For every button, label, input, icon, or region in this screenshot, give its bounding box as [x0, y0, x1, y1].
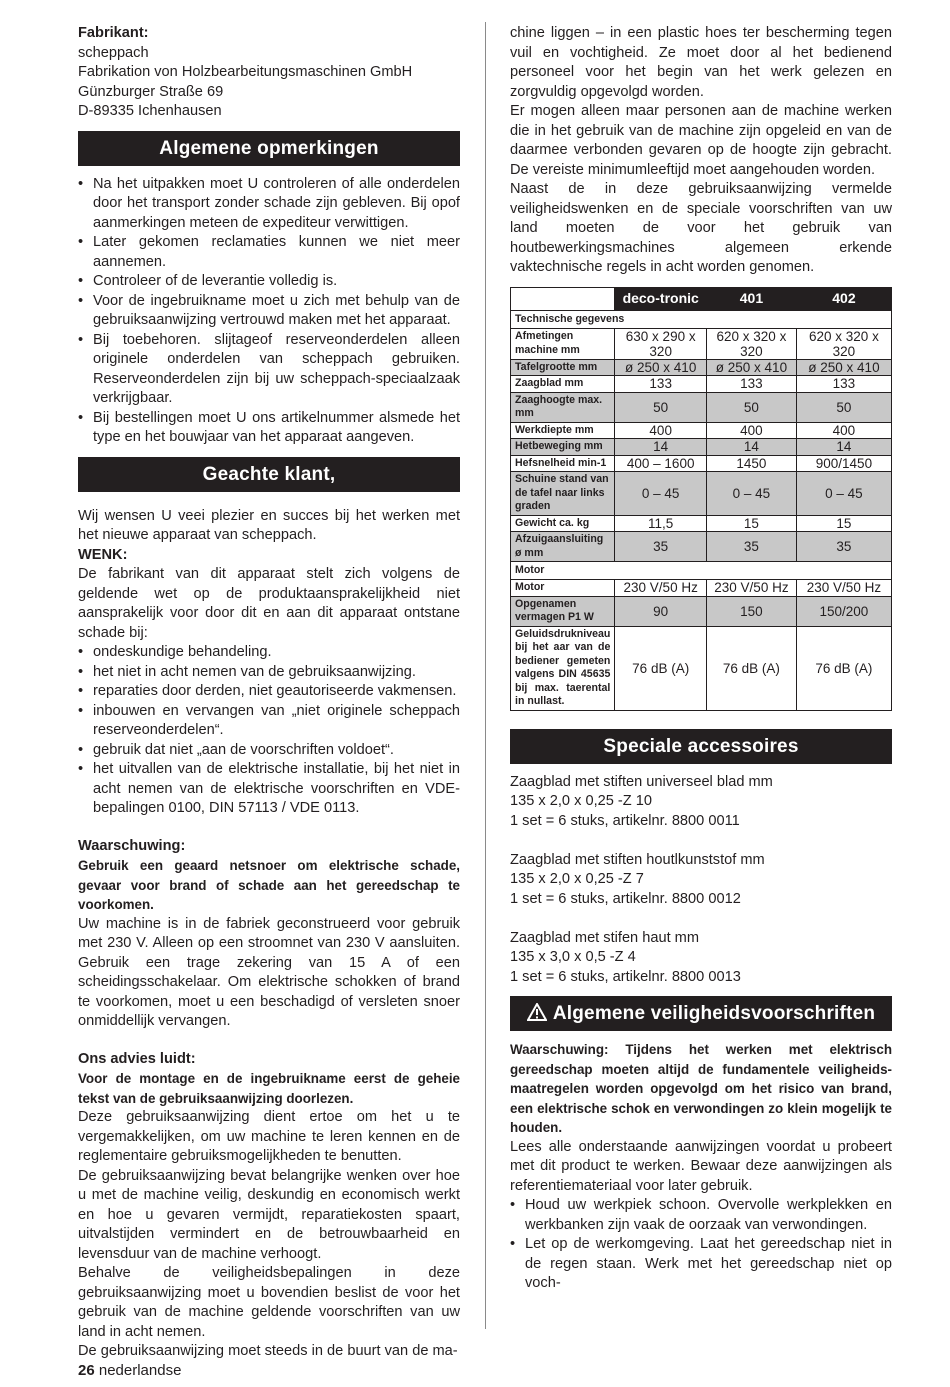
- advice-paragraph: Deze gebruiksaanwijzing dient ertoe om het u te vergemakkelijken, om uw machine te leren kennen en de reglementaire gebruiksmogelijkheden te benutten.: [78, 1109, 460, 1164]
- left-column: [78, 24, 460, 1362]
- safety-heading: [510, 996, 892, 1031]
- hint-list: [78, 643, 460, 819]
- right-column: [510, 24, 892, 1294]
- table-row: [511, 472, 892, 516]
- table-cell: 14: [796, 439, 891, 456]
- table-cell: 0 – 45: [615, 472, 707, 516]
- table-cell: 50: [707, 392, 797, 422]
- row-label: Gewicht ca. kg: [511, 515, 615, 532]
- table-cell: 230 V/50 Hz: [615, 580, 707, 597]
- row-label: Schuine stand van de tafel naar links graden: [511, 472, 615, 516]
- dear-customer-heading: Geachte klant,: [78, 457, 460, 492]
- table-cell: 76 dB (A): [615, 626, 707, 710]
- list-item: • inbouwen en vervangen van „niet originele scheppach reserveonderdelen“.: [78, 702, 460, 741]
- list-item: • Let op de werkomgeving. Laat het gereedschap niet in de regen staan. Werk met het gereedschap niet op voch-: [510, 1235, 892, 1294]
- table-row: [511, 392, 892, 422]
- general-notes-heading: Algemene opmerkingen: [78, 131, 460, 166]
- row-label: Zaaghoogte max. mm: [511, 392, 615, 422]
- accessory-line: Zaagblad met stiften universeel blad mm: [510, 773, 773, 790]
- list-item: • Bij bestellingen moet U ons artikelnummer alsmede het type en het bouwjaar van het apparaat aangeven.: [78, 409, 460, 448]
- table-row: [511, 376, 892, 393]
- table-cell: 50: [796, 392, 891, 422]
- manufacturer-line: Günzburger Straße 69: [78, 83, 224, 100]
- table-cell: 133: [615, 376, 707, 393]
- table-section-row: [511, 310, 892, 328]
- table-cell: 630 x 290 x 320: [615, 328, 707, 359]
- table-cell: 14: [615, 439, 707, 456]
- table-cell: 150: [707, 596, 797, 626]
- column-divider: [485, 22, 486, 1329]
- row-label: Hetbeweging mm: [511, 439, 615, 456]
- column-header: deco-tronic: [615, 287, 707, 310]
- accessories-heading: Speciale accessoires: [510, 729, 892, 764]
- warning-triangle-icon: [527, 1003, 547, 1021]
- column-header: 401: [707, 287, 797, 310]
- table-cell: 1450: [707, 455, 797, 472]
- list-item: • gebruik dat niet „aan de voorschriften voldoet“.: [78, 741, 460, 761]
- table-cell: 35: [615, 532, 707, 562]
- manufacturer-line: scheppach: [78, 44, 149, 61]
- list-item: • Controleer of de leverantie volledig is.: [78, 272, 460, 292]
- list-item: • Bij toebehoren. slijtageof reserveonderdelen alleen originele onderdelen van scheppach gebruiken. Reserveonderdelen zijn bij uw scheppach-speciaalzaak verkrijgbaar.: [78, 331, 460, 409]
- manufacturer-line: D-89335 Ichenhausen: [78, 103, 222, 119]
- table-cell: 620 x 320 x 320: [707, 328, 797, 359]
- accessory-line: 1 set = 6 stuks, artikelnr. 8800 0011: [510, 812, 740, 829]
- advice-paragraph: De gebruiksaanwijzing bevat belangrijke wenken over hoe u met de machine veilig, deskundig en economisch werkt en hoe u gevaren vermijdt, reparatiekosten spaart, uitvalstijden vermindert en de betrouwbaarheid en levensduur van de machine verhoogt.: [78, 1167, 460, 1262]
- footer-language: nederlandse: [98, 1362, 182, 1379]
- table-cell: 90: [615, 596, 707, 626]
- list-item: • reparaties door derden, niet geautoriseerde vakmensen.: [78, 682, 460, 702]
- table-row: [511, 328, 892, 359]
- hint-text: De fabrikant van dit apparaat stelt zich volgens de geldende wet op de produktaansprakelijkheid niet aansprakelijk voor door dit en aan dit apparaat ontstane schade bij:: [78, 566, 460, 641]
- advice-paragraph: Behalve de veiligheidsbepalingen in deze gebruiksaanwijzing moet u bovendien beslist de voor het gebruik van de machine geldende voorschriften van uw land in acht nemen.: [78, 1265, 460, 1340]
- continued-paragraph: chine liggen – in een plastic hoes ter bescherming tegen vuil en vochtigheid. Ze moet door al het bedienend personeel voor het begin van het werk gelezen en zorgvuldig opgevolgd worden.: [510, 25, 892, 100]
- hint-label: WENK:: [78, 546, 128, 563]
- table-cell: 400: [615, 422, 707, 439]
- table-row: [511, 515, 892, 532]
- page-footer: [78, 1362, 181, 1379]
- table-cell: 76 dB (A): [707, 626, 797, 710]
- table-cell: 400: [707, 422, 797, 439]
- table-cell: 230 V/50 Hz: [707, 580, 797, 597]
- advice-heading: Ons advies luidt:: [78, 1050, 196, 1067]
- row-label: Motor: [511, 580, 615, 597]
- list-item: • ondeskundige behandeling.: [78, 643, 460, 663]
- table-cell: 35: [707, 532, 797, 562]
- continued-paragraph: Er mogen alleen maar personen aan de machine werken die in het gebruik van de machine zijn opgeleid en van de daarmee verbonden gevaren op de hoogte zijn gebracht. De vereiste minimumleeftijd moet aangehouden worden.: [510, 103, 892, 178]
- table-cell: 620 x 320 x 320: [796, 328, 891, 359]
- table-cell: 0 – 45: [796, 472, 891, 516]
- accessory-line: 135 x 2,0 x 0,25 -Z 7: [510, 871, 644, 887]
- warning-bold-text: Gebruik een geaard netsnoer om elektrische schade, gevaar voor brand of schade aan het gereedschap te voorkomen.: [78, 858, 460, 912]
- table-cell: 15: [707, 515, 797, 532]
- advice-bold-text: Voor de montage en de ingebruikname eerst de geheie tekst van de gebruiksaanwijzing doorlezen.: [78, 1071, 460, 1106]
- table-cell: 900/1450: [796, 455, 891, 472]
- table-cell: ø 250 x 410: [707, 359, 797, 376]
- table-header-row: [511, 287, 892, 310]
- manufacturer-line: Fabrikation von Holzbearbeitungsmaschinen GmbH: [78, 64, 413, 80]
- row-label: Afmetingen machine mm: [511, 328, 615, 359]
- accessory-line: 135 x 3,0 x 0,5 -Z 4: [510, 949, 636, 965]
- accessory-line: Zaagblad met stiften houtlkunststof mm: [510, 851, 765, 868]
- table-cell: 400 – 1600: [615, 455, 707, 472]
- list-item: • Later gekomen reclamaties kunnen we niet meer aannemen.: [78, 233, 460, 272]
- row-label: Geluidsdrukniveau bij het aar van de bediener gemeten valgens DIN 45635 bij max. taerental in nullast.: [511, 626, 615, 710]
- table-row: [511, 596, 892, 626]
- table-row: [511, 626, 892, 710]
- table-cell: ø 250 x 410: [796, 359, 891, 376]
- table-cell: 11,5: [615, 515, 707, 532]
- safety-heading-text: Algemene veiligheidsvoorschriften: [552, 1003, 876, 1024]
- list-item: • Houd uw werkpiek schoon. Overvolle werkplekken en werkbanken zijn vaak de oorzaak van verwondingen.: [510, 1196, 892, 1235]
- table-row: [511, 580, 892, 597]
- accessory-line: 1 set = 6 stuks, artikelnr. 8800 0013: [510, 968, 741, 985]
- list-item: • het niet in acht nemen van de gebruiksaanwijzing.: [78, 663, 460, 683]
- warning-heading: Waarschuwing:: [78, 837, 186, 854]
- safety-text: Lees alle onderstaande aanwijzingen voordat u probeert met dit product te werken. Bewaar deze aanwijzingen als referentiemateriaal voor later gebruik.: [510, 1138, 892, 1194]
- technical-data-table: [510, 287, 892, 711]
- row-label: Tafelgrootte mm: [511, 359, 615, 376]
- row-label: Werkdiepte mm: [511, 422, 615, 439]
- table-cell: ø 250 x 410: [615, 359, 707, 376]
- list-item: • het uitvallen van de elektrische installatie, bij het niet in acht nemen van de elektrische voorschriften en VDE-bepalingen 0100, DIN 57113 / VDE 0113.: [78, 760, 460, 819]
- page-number: 26: [78, 1362, 95, 1379]
- general-notes-list: [78, 175, 460, 448]
- list-item: • Na het uitpakken moet U controleren of alle onderdelen door het transport zonder schade zijn gebleven. Bij opof aanmerkingen meteen de expediteur verwittigen.: [78, 175, 460, 234]
- section-label: Motor: [511, 562, 892, 580]
- accessory-line: 1 set = 6 stuks, artikelnr. 8800 0012: [510, 890, 741, 907]
- manufacturer-heading: Fabrikant:: [78, 25, 149, 41]
- table-cell: 35: [796, 532, 891, 562]
- row-label: Afzuigaansluiting ø mm: [511, 532, 615, 562]
- customer-intro: Wij wensen U veei plezier en succes bij het werken met het nieuwe apparaat van scheppach.: [78, 507, 460, 543]
- safety-list: [510, 1196, 892, 1294]
- table-cell: 50: [615, 392, 707, 422]
- table-section-row: [511, 562, 892, 580]
- table-cell: 230 V/50 Hz: [796, 580, 891, 597]
- table-row: [511, 532, 892, 562]
- warning-text: Uw machine is in de fabriek geconstrueerd voor gebruik met 230 V. Alleen op een stroomnet van 230 V aansluiten. Gebruik een trage zekering van 15 A of een scheidingsschakelaar. Om elektrische schokken of brand te voorkomen, moet u een beschadigd of versleten snoer onmiddellijk vervangen.: [78, 915, 460, 1029]
- table-row: [511, 422, 892, 439]
- accessory-line: 135 x 2,0 x 0,25 -Z 10: [510, 793, 652, 809]
- row-label: Zaagblad mm: [511, 376, 615, 393]
- table-row: [511, 439, 892, 456]
- table-row: [511, 455, 892, 472]
- table-cell: 400: [796, 422, 891, 439]
- accessory-line: Zaagblad met stifen haut mm: [510, 929, 699, 946]
- safety-bold-text: Waarschuwing: Tijdens het werken met elektrisch gereedschap moeten altijd de fundamentele veiligheids-maatregelen worden opgevolgd om het risico van brand, een elektrische schok en verwondingen zo klein mogelijk te houden.: [510, 1042, 892, 1135]
- section-label: Technische gegevens: [511, 310, 892, 328]
- list-item: • Voor de ingebruikname moet u zich met behulp van de gebruiksaanwijzing vertrouwd maken met het apparaat.: [78, 292, 460, 331]
- table-cell: 0 – 45: [707, 472, 797, 516]
- continued-paragraph: Naast de in deze gebruiksaanwijzing vermelde veiligheidswenken en de speciale voorschriften van uw land moeten de voor het gebruik van houtbewerkingsmachines algemeen erkende vaktechnische regels in acht worden genomen.: [510, 181, 892, 275]
- table-cell: 150/200: [796, 596, 891, 626]
- advice-paragraph: De gebruiksaanwijzing moet steeds in de buurt van de ma-: [78, 1343, 458, 1359]
- row-label: Opgenamen vermagen P1 W: [511, 596, 615, 626]
- table-cell: 133: [796, 376, 891, 393]
- table-cell: 133: [707, 376, 797, 393]
- table-row: [511, 359, 892, 376]
- column-header: 402: [796, 287, 891, 310]
- table-cell: 15: [796, 515, 891, 532]
- row-label: Hefsnelheid min-1: [511, 455, 615, 472]
- table-cell: 76 dB (A): [796, 626, 891, 710]
- table-cell: 14: [707, 439, 797, 456]
